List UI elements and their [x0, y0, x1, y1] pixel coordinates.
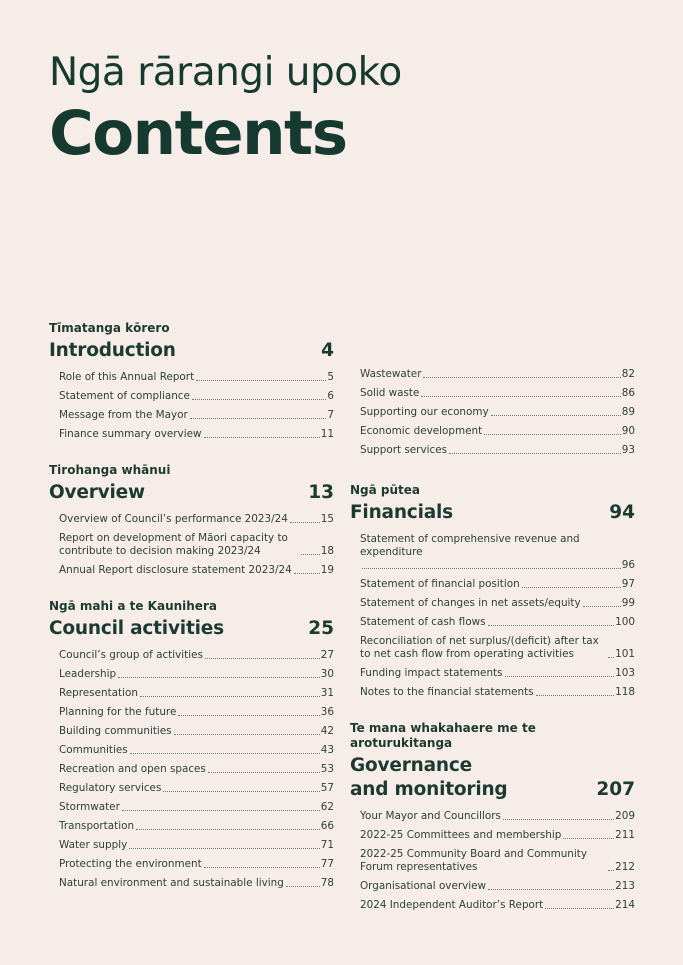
toc-entry[interactable]: [360, 880, 635, 893]
section-page-number: 25: [308, 618, 334, 639]
section-subtitle: Ngā mahi a te Kaunihera: [49, 599, 217, 613]
section-overview: [49, 463, 334, 577]
contents-left-column: [49, 321, 334, 912]
leader-dots: [505, 676, 615, 677]
toc-entry[interactable]: [360, 899, 635, 912]
section-page-number: 4: [321, 340, 334, 361]
toc-list: [350, 810, 635, 912]
toc-entry-page: 11: [320, 428, 334, 440]
toc-entry[interactable]: [59, 744, 334, 757]
toc-entry-page: 99: [621, 597, 635, 609]
section-title: Introduction: [49, 340, 176, 361]
toc-entry-label: Role of this Annual Report: [59, 371, 195, 383]
toc-entry-label: Planning for the future: [59, 706, 177, 718]
toc-entry[interactable]: [59, 668, 334, 681]
toc-entry-page: 97: [621, 578, 635, 590]
leader-dots: [488, 625, 615, 626]
toc-entry[interactable]: [59, 390, 334, 403]
toc-entry-page: 118: [615, 686, 635, 698]
toc-entry-page: 66: [320, 820, 334, 832]
toc-entry-label: Communities: [59, 744, 128, 756]
section-financials: [350, 483, 635, 699]
leader-dots: [286, 886, 320, 887]
toc-list: [350, 368, 635, 457]
section-subtitle: Tirohanga whānui: [49, 463, 171, 477]
section-page-number: 13: [308, 482, 334, 503]
section-heading[interactable]: [350, 778, 635, 802]
leader-dots: [583, 606, 621, 607]
section-council-activities: [49, 599, 334, 890]
toc-entry[interactable]: [59, 801, 334, 814]
toc-entry[interactable]: [360, 829, 635, 842]
toc-entry-page: 212: [615, 861, 635, 873]
leader-dots: [136, 829, 320, 830]
toc-entry-label: Your Mayor and Councillors: [360, 810, 501, 822]
leader-dots: [301, 554, 320, 555]
toc-list: [49, 513, 334, 577]
leader-dots: [190, 418, 327, 419]
toc-entry-label: Natural environment and sustainable living: [59, 877, 284, 889]
section-title: Overview: [49, 482, 145, 503]
toc-entry-label: Supporting our economy: [360, 406, 489, 418]
toc-entry-label: Council’s group of activities: [59, 649, 203, 661]
leader-dots: [192, 399, 326, 400]
toc-entry-page: 36: [320, 706, 334, 718]
toc-entry-label: Stormwater: [59, 801, 120, 813]
toc-entry[interactable]: [59, 725, 334, 738]
toc-entry[interactable]: [360, 667, 635, 680]
section-heading[interactable]: [49, 339, 334, 363]
page-subtitle-maori: Ngā rārangi upoko: [49, 50, 402, 95]
toc-entry-label: Regulatory services: [59, 782, 162, 794]
section-subtitle: Ngā pūtea: [350, 483, 421, 497]
section-subtitle: Tīmatanga kōrero: [49, 321, 170, 335]
leader-dots: [362, 568, 621, 569]
toc-entry-page: 100: [615, 616, 635, 628]
toc-entry[interactable]: [59, 839, 334, 852]
toc-entry-label: Message from the Mayor: [59, 409, 188, 421]
toc-entry[interactable]: [59, 706, 334, 719]
leader-dots: [140, 696, 320, 697]
toc-entry[interactable]: [360, 848, 635, 874]
leader-dots: [536, 695, 615, 696]
toc-entry[interactable]: [59, 532, 334, 558]
toc-entry-page: 7: [327, 409, 334, 421]
toc-entry-label: Reconciliation of net surplus/(deficit) after tax to net cash flow from operating activities: [360, 635, 599, 660]
leader-dots: [205, 658, 320, 659]
toc-entry-label: Statement of comprehensive revenue and expenditure: [360, 533, 580, 558]
toc-list: [49, 649, 334, 890]
toc-entry-page: 43: [320, 744, 334, 756]
toc-entry-page: 30: [320, 668, 334, 680]
toc-entry[interactable]: [360, 616, 635, 629]
toc-entry[interactable]: [59, 687, 334, 700]
toc-entry[interactable]: [59, 649, 334, 662]
leader-dots: [204, 867, 320, 868]
leader-dots: [545, 908, 614, 909]
toc-entry-page: 78: [320, 877, 334, 889]
toc-entry[interactable]: [360, 597, 635, 610]
toc-entry-page: 71: [320, 839, 334, 851]
toc-entry[interactable]: [59, 858, 334, 871]
toc-list: [350, 533, 635, 699]
leader-dots: [204, 437, 320, 438]
toc-entry[interactable]: [59, 371, 334, 384]
section-title: Council activities: [49, 618, 224, 639]
toc-entry[interactable]: [59, 513, 334, 526]
leader-dots: [174, 734, 320, 735]
toc-entry-page: 6: [327, 390, 334, 402]
section-subtitle: Te mana whakahaere me te aroturukitanga: [350, 721, 536, 750]
toc-entry-label: Solid waste: [360, 387, 420, 399]
toc-entry-label: Statement of changes in net assets/equity: [360, 597, 581, 609]
toc-entry-label: Economic development: [360, 425, 483, 437]
toc-entry-label: Water supply: [59, 839, 128, 851]
leader-dots: [522, 587, 621, 588]
toc-entry-label: Report on development of Māori capacity to contribute to decision making 2023/24: [59, 532, 288, 557]
toc-entry-page: 209: [615, 810, 635, 822]
toc-entry-label: Support services: [360, 444, 448, 456]
leader-dots: [163, 791, 319, 792]
leader-dots: [449, 453, 621, 454]
toc-entry-label: Statement of financial position: [360, 578, 520, 590]
toc-entry[interactable]: [59, 763, 334, 776]
section-title-line2: and monitoring: [350, 779, 508, 800]
toc-entry-label: Notes to the financial statements: [360, 686, 534, 698]
toc-entry-label: 2024 Independent Auditor’s Report: [360, 899, 544, 911]
section-page-number: 207: [596, 779, 635, 800]
toc-entry[interactable]: [59, 820, 334, 833]
toc-entry-page: 82: [621, 368, 635, 380]
leader-dots: [484, 434, 621, 435]
toc-entry-page: 214: [615, 899, 635, 911]
toc-entry[interactable]: [360, 578, 635, 591]
toc-entry-label: Statement of cash flows: [360, 616, 486, 628]
toc-entry-label: Wastewater: [360, 368, 422, 380]
toc-entry-page: 211: [615, 829, 635, 841]
toc-entry-page: 15: [320, 513, 334, 525]
toc-entry-page: 31: [320, 687, 334, 699]
toc-entry-page: 62: [320, 801, 334, 813]
leader-dots: [196, 380, 326, 381]
toc-entry-label: Recreation and open spaces: [59, 763, 206, 775]
toc-entry[interactable]: [360, 810, 635, 823]
toc-entry-label: Statement of compliance: [59, 390, 190, 402]
toc-entry-page: 5: [327, 371, 334, 383]
leader-dots: [503, 819, 614, 820]
toc-entry[interactable]: [360, 406, 635, 419]
section-introduction: [49, 321, 334, 441]
section-council-activities-continued: [350, 368, 635, 457]
toc-entry-page: 89: [621, 406, 635, 418]
toc-entry-label: Protecting the environment: [59, 858, 202, 870]
leader-dots: [608, 657, 614, 658]
toc-entry[interactable]: [59, 409, 334, 422]
section-heading[interactable]: [350, 501, 635, 525]
toc-entry-page: 86: [621, 387, 635, 399]
section-title-line1[interactable]: Governance: [350, 755, 472, 776]
leader-dots: [488, 889, 614, 890]
toc-entry-page: 18: [320, 545, 334, 557]
toc-entry[interactable]: [360, 425, 635, 438]
toc-entry-label: Organisational overview: [360, 880, 487, 892]
toc-entry-label: Annual Report disclosure statement 2023/24: [59, 564, 292, 576]
toc-entry-label: Funding impact statements: [360, 667, 503, 679]
toc-entry-page: 53: [320, 763, 334, 775]
toc-entry-label: Building communities: [59, 725, 172, 737]
leader-dots: [122, 810, 320, 811]
toc-entry[interactable]: [360, 686, 635, 699]
toc-entry[interactable]: [360, 387, 635, 400]
section-title: Financials: [350, 502, 453, 523]
leader-dots: [118, 677, 320, 678]
toc-entry-label: Leadership: [59, 668, 117, 680]
toc-entry-label: Overview of Council’s performance 2023/24: [59, 513, 288, 525]
toc-entry-page: 57: [320, 782, 334, 794]
leader-dots: [208, 772, 320, 773]
toc-entry[interactable]: [59, 782, 334, 795]
toc-entry-page: 27: [320, 649, 334, 661]
toc-entry[interactable]: [360, 533, 635, 572]
toc-entry-label: Transportation: [59, 820, 135, 832]
toc-entry-page: 213: [615, 880, 635, 892]
toc-entry-label: Representation: [59, 687, 138, 699]
section-page-number: 94: [609, 502, 635, 523]
leader-dots: [290, 522, 320, 523]
leader-dots: [178, 715, 319, 716]
toc-entry-page: 90: [621, 425, 635, 437]
section-governance: [350, 721, 635, 912]
toc-entry-page: 77: [320, 858, 334, 870]
leader-dots: [294, 573, 320, 574]
toc-entry-label: 2022-25 Committees and membership: [360, 829, 562, 841]
toc-entry[interactable]: [59, 428, 334, 441]
toc-entry-page: 101: [615, 648, 635, 660]
leader-dots: [608, 870, 614, 871]
toc-entry-page: 96: [621, 559, 635, 571]
leader-dots: [129, 848, 320, 849]
toc-list: [49, 371, 334, 441]
toc-entry-label: Finance summary overview: [59, 428, 202, 440]
toc-entry-page: 42: [320, 725, 334, 737]
toc-entry-label: 2022-25 Community Board and Community Forum representatives: [360, 848, 587, 873]
leader-dots: [563, 838, 614, 839]
section-heading[interactable]: [49, 617, 334, 641]
toc-entry[interactable]: [59, 564, 334, 577]
leader-dots: [423, 377, 620, 378]
toc-entry-page: 103: [615, 667, 635, 679]
contents-right-column: [350, 368, 635, 934]
leader-dots: [130, 753, 320, 754]
toc-entry[interactable]: [360, 368, 635, 381]
page-title: Contents: [49, 98, 347, 169]
leader-dots: [491, 415, 621, 416]
toc-entry-page: 19: [320, 564, 334, 576]
toc-entry[interactable]: [360, 444, 635, 457]
leader-dots: [421, 396, 620, 397]
section-heading[interactable]: [49, 481, 334, 505]
toc-entry[interactable]: [59, 877, 334, 890]
toc-entry[interactable]: [360, 635, 635, 661]
toc-entry-page: 93: [621, 444, 635, 456]
